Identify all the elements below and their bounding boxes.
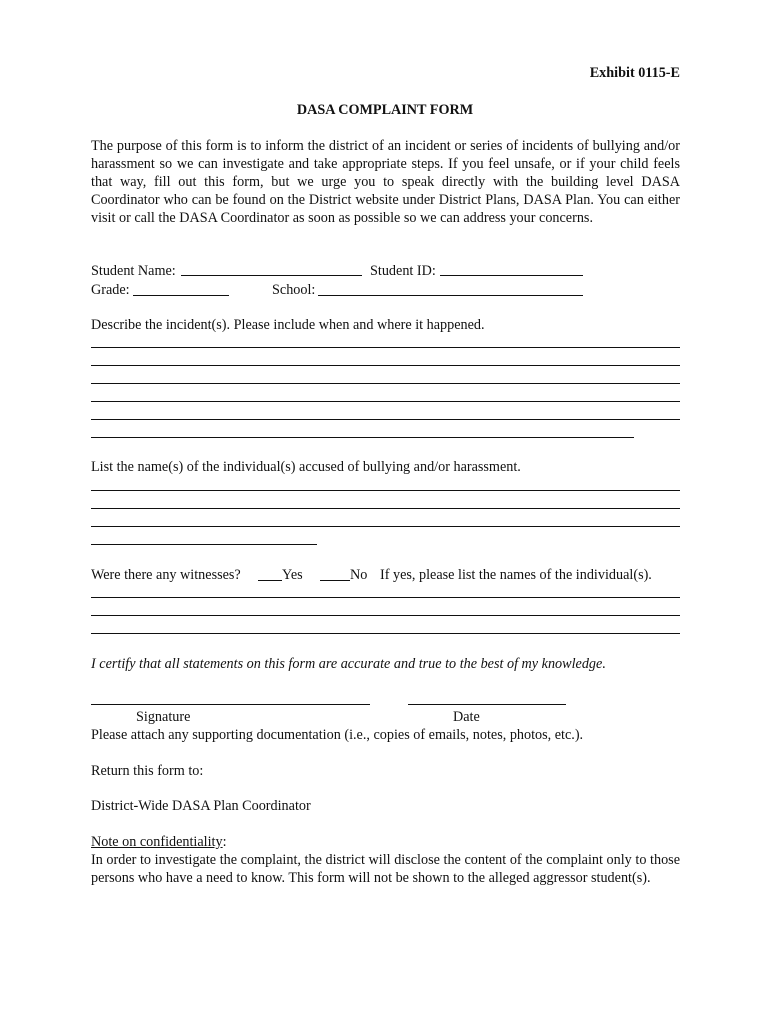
school-field[interactable]	[318, 295, 583, 296]
student-name-field[interactable]	[181, 275, 362, 276]
accused-line-3[interactable]	[91, 526, 680, 527]
incident-prompt: Describe the incident(s). Please include when and where it happened.	[91, 317, 485, 333]
accused-prompt: List the name(s) of the individual(s) accused of bullying and/or harassment.	[91, 459, 521, 475]
confidentiality-heading-row	[91, 833, 227, 851]
confidentiality-heading: Note on confidentiality	[91, 834, 223, 850]
school-label: School:	[272, 282, 316, 298]
form-title: DASA COMPLAINT FORM	[296, 102, 474, 118]
witness-line-1[interactable]	[91, 597, 680, 598]
student-id-field[interactable]	[440, 275, 583, 276]
return-label: Return this form to:	[91, 763, 204, 779]
signature-field[interactable]	[91, 704, 370, 705]
witness-yes-blank[interactable]	[258, 580, 282, 581]
grade-label: Grade:	[91, 282, 130, 298]
incident-line-4[interactable]	[91, 401, 680, 402]
date-label: Date	[453, 709, 480, 725]
witness-line-2[interactable]	[91, 615, 680, 616]
witness-yes-label: Yes	[282, 567, 303, 583]
witness-question: Were there any witnesses?	[91, 567, 241, 583]
accused-line-1[interactable]	[91, 490, 680, 491]
coordinator-name: District-Wide DASA Plan Coordinator	[91, 798, 311, 814]
witness-no-blank[interactable]	[320, 580, 350, 581]
incident-line-3[interactable]	[91, 383, 680, 384]
witness-line-3[interactable]	[91, 633, 680, 634]
confidentiality-body: In order to investigate the complaint, the district will disclose the content of the complaint only to those persons who have a need to know. This form will not be shown to the alleged aggressor student(s).	[91, 852, 680, 886]
grade-field[interactable]	[133, 295, 229, 296]
signature-label: Signature	[136, 709, 191, 725]
witness-no-label: No	[350, 567, 368, 583]
attach-note: Please attach any supporting documentation (i.e., copies of emails, notes, photos, etc.).	[91, 727, 584, 743]
incident-line-5[interactable]	[91, 419, 680, 420]
incident-line-1[interactable]	[91, 347, 680, 348]
accused-line-2[interactable]	[91, 508, 680, 509]
student-name-label: Student Name:	[91, 263, 176, 279]
date-field[interactable]	[408, 704, 566, 705]
certify-statement: I certify that all statements on this form are accurate and true to the best of my knowledge.	[91, 656, 606, 672]
incident-line-6[interactable]	[91, 437, 634, 438]
witness-followup: If yes, please list the names of the individual(s).	[380, 567, 652, 583]
confidentiality-colon: :	[222, 834, 227, 850]
exhibit-number: Exhibit 0115-E	[589, 65, 680, 81]
accused-line-4[interactable]	[91, 544, 317, 545]
incident-line-2[interactable]	[91, 365, 680, 366]
student-id-label: Student ID:	[370, 263, 436, 279]
intro-paragraph: The purpose of this form is to inform the district of an incident or series of incidents of bullying and/or harassment so we can investigate and take appropriate steps. If you feel unsafe, or if your child feels that way, fill out this form, but we urge you to speak directly with the building level DASA Coordinator who can be found on the District website under District Plans, DASA Plan. You can either visit or call the DASA Coordinator as soon as possible so we can address your concerns.	[91, 138, 680, 226]
